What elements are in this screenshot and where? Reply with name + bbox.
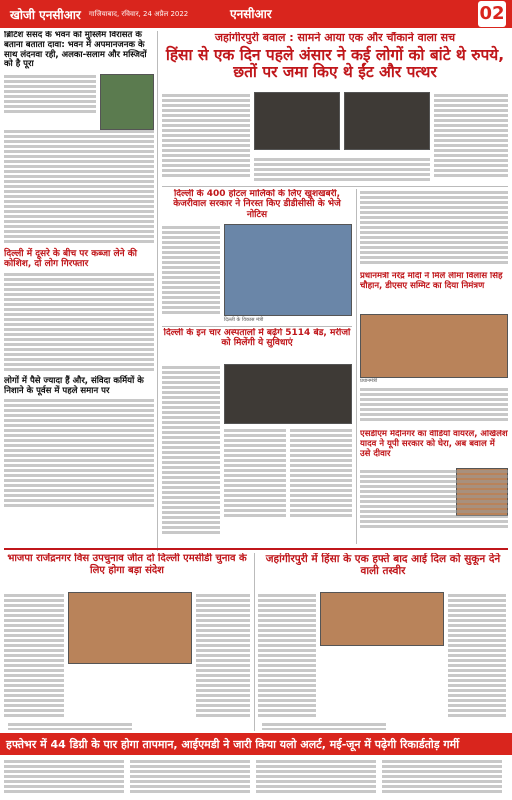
- lead-headline: हिंसा से एक दिन पहले अंसार ने कई लोगों को बांटे थे रुपये, छतों पर जमा किए थे ईंट और पत्थर: [165, 45, 505, 82]
- right-story1-photo: [360, 314, 508, 378]
- lead-story-header: [162, 32, 508, 88]
- lead-photo-1: [254, 92, 340, 150]
- bottom-left-headline-box: [4, 553, 250, 589]
- left-story2-headline: दिल्ली में दूसरे के बीच पर कब्जा लेने की कोशिश, दो लोग गिरफ्तार: [4, 249, 137, 270]
- lead-photo-2: [344, 92, 430, 150]
- bottom-left-photo: [68, 592, 192, 664]
- hospital-body: [162, 364, 352, 544]
- left-story3-body: [4, 399, 154, 507]
- left-story1-photo: [100, 74, 154, 130]
- hospital-headline-box: [162, 328, 352, 362]
- hospital-photo: [224, 364, 352, 424]
- right-story2-headline: एसडीएम मेदीनगर का वीडियो वायरल, अखिलेश यादव ने यूपी सरकार को घेरा, अब बवाल में उसे दीवार: [360, 430, 508, 459]
- right-story1-media: [360, 314, 508, 384]
- page-section-label: एनसीआर: [230, 7, 272, 21]
- bottom-left-body: [4, 592, 250, 730]
- column-divider: [157, 31, 158, 551]
- right-top-body: [360, 189, 508, 269]
- bottom-right-photo: [320, 592, 444, 646]
- right-story1-headline-box: [360, 272, 508, 312]
- lead-body-col3: [434, 92, 508, 184]
- hotel-story-headline-box: [162, 189, 352, 221]
- left-story3-headline: लोगों में पैसे ज्यादा हैं और, संविदा कर्मियों के निशाने के पूर्वस में पहले समान पर: [4, 375, 144, 396]
- bottom-right-headline-box: [258, 553, 508, 589]
- right-story2-headline-box: [360, 430, 508, 466]
- lead-kicker: जहांगीरपुरी बवाल : सामने आया एक और चौंकाने वाला सच: [214, 32, 456, 44]
- left-column: [4, 31, 154, 591]
- column-divider: [356, 189, 357, 544]
- issue-date: गाजियाबाद, रविवार, 24 अप्रैल 2022: [88, 9, 189, 18]
- section-title: खोजी एनसीआर: [10, 7, 81, 22]
- column-divider: [254, 553, 255, 731]
- hotel-story-headline: दिल्ली के 400 होटल मालिकों के लिए खुशखबरी, केजरीवाल सरकार ने निरस्त किए डीडीसीसी के भेजे नोटिस: [173, 189, 341, 220]
- lead-photos: [254, 92, 430, 154]
- bottom-left-headline: भाजपा राजेंद्रनगर विस उपचुनाव जीत दो दिल्ली एमसीडी चुनाव के लिए होगा बड़ा संदेश: [7, 553, 247, 576]
- right-story1-caption: प्रधानमंत्री: [360, 378, 378, 384]
- right-story1-body: [360, 386, 508, 426]
- page-number: 02: [478, 1, 506, 27]
- left-story2-body: [4, 273, 154, 371]
- weather-headline: हफ्तेभर में 44 डिग्री के पार होगा तापमान, आईएमडी ने जारी किया यलो अलर्ट, मई-जून में पढ़ेगी रिकार्डतोड़ गर्मी: [6, 737, 460, 751]
- hotel-photo-caption: दिल्ली के विकास मंत्री: [224, 317, 264, 323]
- left-story1-body-2: [4, 130, 154, 243]
- weather-headline-band: [0, 733, 512, 755]
- hotel-story-photo: [224, 224, 352, 316]
- section-rule: [4, 548, 508, 550]
- page-header: [0, 0, 512, 28]
- hotel-body-col1: [162, 224, 220, 324]
- divider: [162, 186, 508, 187]
- lead-body-col1: [162, 92, 250, 184]
- right-story2-body: [360, 468, 508, 544]
- lead-body-col2: [254, 156, 430, 186]
- left-story1-headline: ब्रिटिश संसद के भवन को मुस्लिम विरासत के बताना बताता दावा: भवन में अपमानजनक के साथ लंदनवा रही, अलका-सलाम और मस्जिदों को है पूरा: [4, 31, 147, 70]
- bottom-right-body: [258, 592, 508, 730]
- bottom-right-headline: जहांगीरपुरी में हिंसा के एक हफ्ते बाद आई दिल को सुकून देने वाली तस्वीर: [265, 553, 501, 578]
- hospital-story-headline: दिल्ली के इन चार अस्पतालों में बढ़ेंगे 5114 बेड, मरीजों को मिलेंगी ये सुविधाएं: [163, 328, 351, 349]
- weather-story-body: [4, 758, 508, 798]
- right-story1-headline: प्रधानमंत्री नरेंद्र मोदी ने मिले लीमा विलास सिंह चौहान, डीएसए सम्मिट का दिया निमंत्रण: [360, 272, 503, 291]
- divider: [162, 326, 352, 327]
- hotel-photo-box: [224, 224, 352, 324]
- left-story1-body: [4, 73, 96, 115]
